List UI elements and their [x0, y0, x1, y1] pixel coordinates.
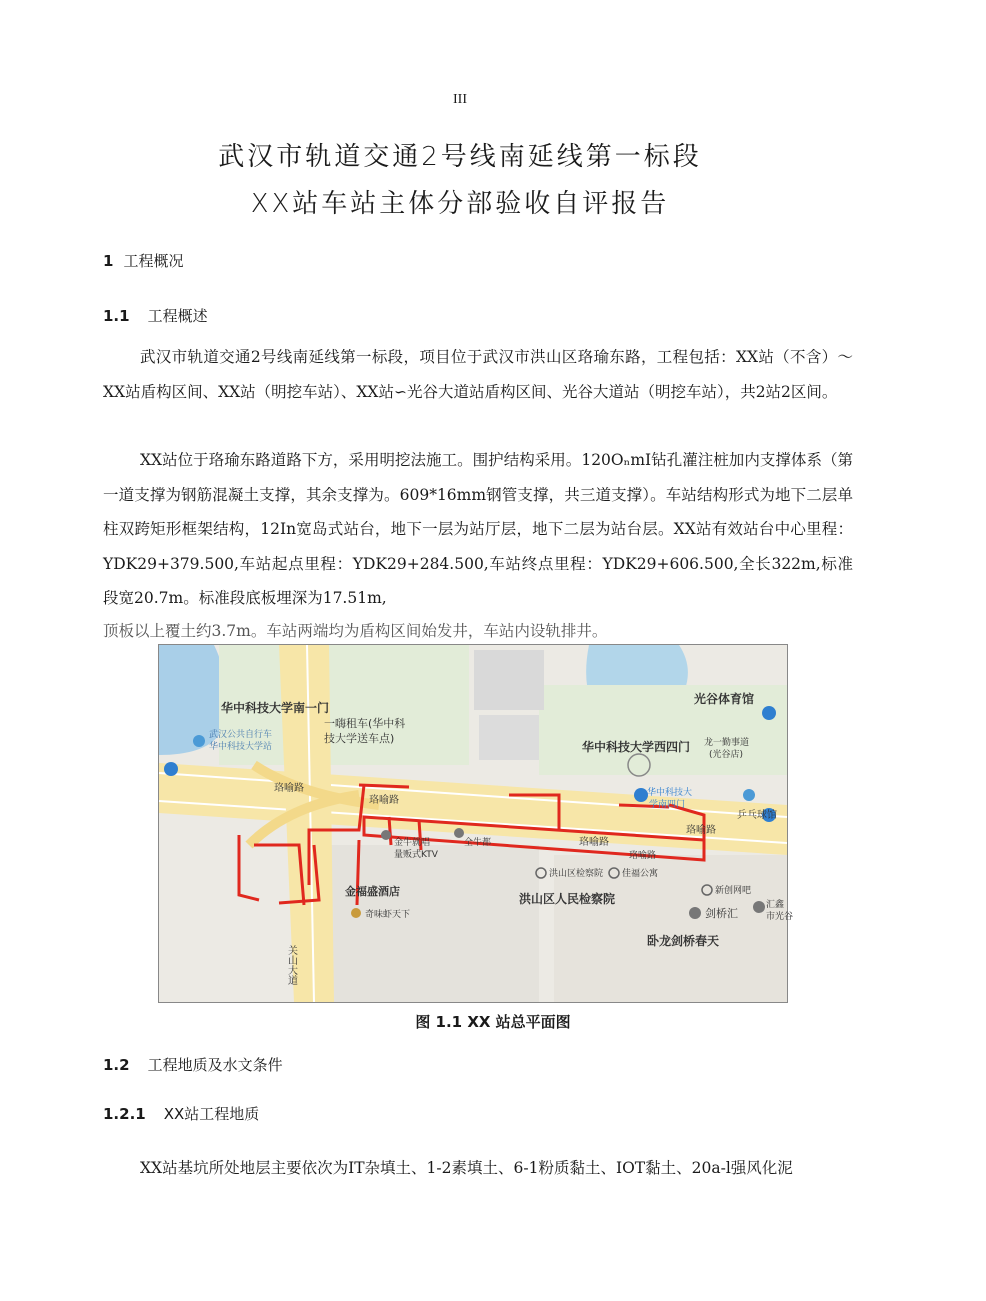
label-pickup-2: 技大学送车点): [324, 732, 395, 745]
label-pickup: 一嗨租车(华中科: [324, 717, 406, 730]
section-title: 工程地质及水文条件: [147, 1056, 283, 1074]
label-jinniu: 全牛都: [464, 838, 492, 848]
section-title: 工程概况: [123, 252, 184, 270]
label-jinfu: 金福盛酒店: [345, 885, 400, 898]
label-bike: 武汉公共自行车: [209, 730, 273, 740]
page-number: III: [453, 92, 467, 107]
label-guanshan: 关山大道: [285, 945, 297, 985]
section-title: 工程概述: [147, 307, 208, 325]
label-hongshan-check: 洪山区检察院: [549, 869, 604, 879]
section-number: 1.2.1: [103, 1105, 146, 1123]
map-svg: [159, 645, 794, 1002]
label-luoyu-5: 珞喻路: [629, 851, 657, 861]
label-hust-west4: 华中科技大学西四门: [582, 740, 691, 754]
section-1-2-heading: [103, 1054, 283, 1075]
label-luoyu-4: 珞喻路: [686, 825, 716, 836]
paragraph-project-overview: 武汉市轨道交通2号线南延线第一标段，项目位于武汉市洪山区珞瑜东路，工程包括：XX站（不含）～XX站盾构区间、XX站（明挖车站）、XX站∽光谷大道站盾构区间、光谷大道站（明挖车站），共2站2区间。: [103, 348, 853, 401]
label-gym: 光谷体育馆: [694, 692, 755, 706]
label-hust-south1: 华中科技大学南一门: [221, 701, 330, 715]
title-line-2: XX站车站主体分部验收自评报告: [250, 189, 670, 219]
section-number: 1: [103, 252, 114, 270]
label-jianqiao: 剑桥汇: [705, 907, 738, 920]
label-ktv-2: 量贩式KTV: [394, 850, 438, 860]
paragraph-geology: XX站基坑所处地层主要依次为IT杂填土、1-2素填土、6-1粉质黏土、IOT黏土、20a-l强风化泥: [140, 1159, 793, 1177]
label-qiwei: 奇味虾天下: [365, 910, 411, 920]
label-luoyu-3: 珞喻路: [579, 837, 609, 848]
label-wolong: 卧龙剑桥春天: [647, 934, 720, 948]
label-huixin: 汇鑫: [766, 900, 785, 910]
label-hust-gate-2: 学南四门: [649, 800, 686, 810]
label-ktv: 金牛就唱: [394, 838, 431, 848]
label-luoyu-2: 珞喻路: [369, 795, 399, 806]
section-number: 1.1: [103, 307, 130, 325]
label-bike-2: 华中科技大学站: [209, 742, 273, 752]
label-court: 洪山区人民检察院: [519, 892, 616, 906]
label-longyi-2: (光谷店): [709, 750, 744, 760]
paragraph-overburden: 顶板以上覆土约3.7m。车站两端均为盾构区间始发井，车站内设轨排井。: [103, 622, 608, 640]
section-number: 1.2: [103, 1056, 130, 1074]
section-1-heading: [103, 250, 183, 271]
label-huixin-2: 市光谷: [766, 912, 794, 922]
section-title: XX站工程地质: [163, 1105, 260, 1123]
label-longyi: 龙一勤事道: [704, 738, 750, 748]
title-line-1: 武汉市轨道交通2号线南延线第一标段: [218, 142, 702, 172]
section-1-2-1-heading: [103, 1103, 259, 1124]
figure-caption: 图 1.1 XX 站总平面图: [415, 1013, 571, 1031]
label-hust-gate: 华中科技大: [647, 788, 693, 798]
label-jiafu: 佳福公寓: [622, 869, 659, 879]
label-xinchuang: 新创网吧: [715, 886, 752, 896]
paragraph-station-description: XX站位于珞瑜东路道路下方，采用明挖法施工。围护结构采用。120OₙmI钻孔灌注桩加内支撑体系（第一道支撑为钢筋混凝土支撑，其余支撑为。609*16mm钢管支撑，共三道支撑）。车站结构形式为地下二层单柱双跨矩形框架结构，12In宽岛式站台，地下一层为站厅层，地下二层为站台层。XX站有效站台中心里程：YDK29+379.500,车站起点里程：YDK29+284.500,车站终点里程：YDK29+606.500,全长322m,标准段宽20.7m。标准段底板埋深为17.51m,: [103, 451, 853, 607]
station-site-map: [158, 644, 794, 1003]
section-1-1-heading: [103, 305, 208, 326]
label-luoyu-1: 珞喻路: [274, 783, 304, 794]
label-pingpong: 乒乓球馆: [737, 810, 777, 821]
